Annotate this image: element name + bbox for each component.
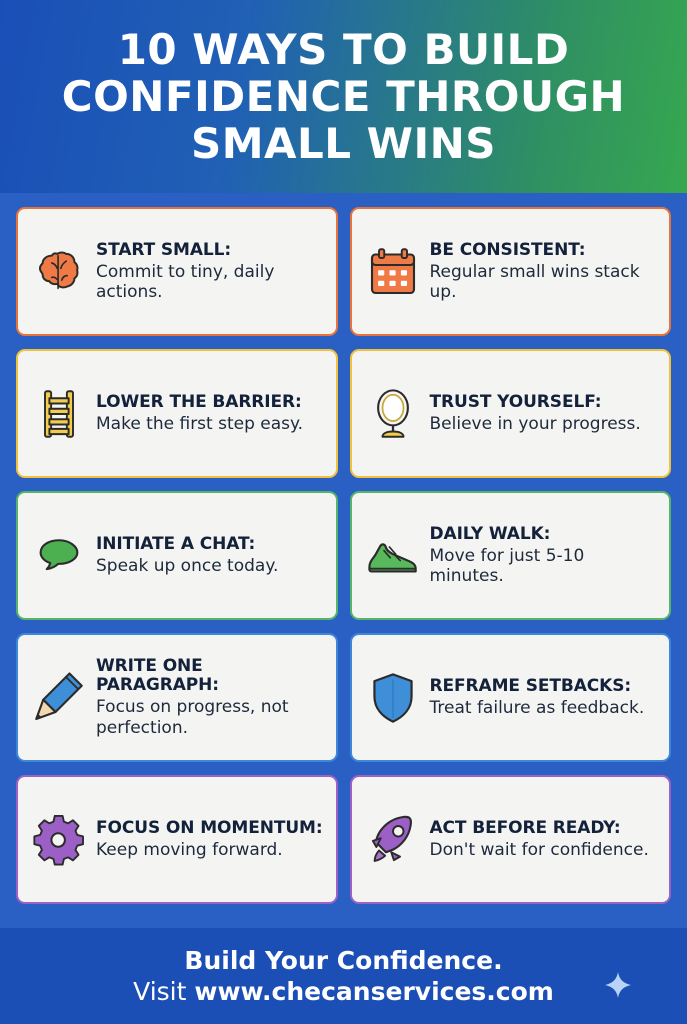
tip-desc: Regular small wins stack up. [429,261,640,303]
tip-desc: Focus on progress, not perfection. [96,697,289,738]
tip-text [430,525,660,587]
pencil-icon [26,665,92,731]
tip-text [96,657,326,738]
tip-text [430,393,660,434]
ladder-icon [26,381,92,447]
tip-desc: Commit to tiny, daily actions. [96,261,275,303]
mirror-icon [360,381,426,447]
tip-text [430,819,660,860]
footer-website-line [133,976,554,1007]
brain-icon [26,239,92,305]
tip-card [16,775,338,904]
tip-text [430,677,660,718]
page-title: 10 WAYS TO BUILD CONFIDENCE THROUGH SMALL WINS [61,24,626,169]
tip-title: LOWER THE BARRIER: [96,391,302,412]
tip-text [96,393,326,434]
tip-title: BE CONSISTENT: [429,239,586,260]
tip-text [96,241,326,303]
footer-visit-label: Visit [133,977,195,1006]
tip-desc: Believe in your progress. [429,413,641,434]
tip-title: INITIATE A CHAT: [96,533,256,554]
tip-desc: Don't wait for confidence. [429,839,649,860]
tip-card [350,633,672,762]
tip-card [350,349,672,478]
calendar-icon [360,239,426,305]
tip-card [350,491,672,620]
sneaker-icon [360,523,426,589]
poster-footer [0,928,687,1024]
tip-card [16,207,338,336]
tip-card [16,491,338,620]
tip-text [430,241,660,303]
tip-desc: Make the first step easy. [96,413,304,434]
tip-title: START SMALL: [96,239,232,260]
rocket-icon [360,807,426,873]
shield-icon [360,665,426,731]
tip-desc: Keep moving forward. [96,839,283,860]
tip-desc: Move for just 5-10 minutes. [429,545,585,587]
tip-text [96,819,326,860]
tip-desc: Speak up once today. [96,555,279,576]
tip-title: DAILY WALK: [429,523,551,544]
tip-card [350,775,672,904]
speech-bubble-icon [26,523,92,589]
tip-title: FOCUS ON MOMENTUM: [96,817,323,838]
gear-icon [26,807,92,873]
tip-card [16,349,338,478]
tip-card [16,633,338,762]
tip-text [96,535,326,576]
tip-title: TRUST YOURSELF: [429,391,602,412]
cards-section [0,193,687,928]
footer-website[interactable]: www.checanservices.com [194,977,554,1006]
tip-card [350,207,672,336]
footer-tagline: Build Your Confidence. [184,945,503,975]
tip-title: REFRAME SETBACKS: [429,675,632,696]
tip-title: WRITE ONE PARAGRAPH: [96,656,219,696]
cards-grid [16,207,671,904]
sparkle-icon [605,972,631,998]
tip-title: ACT BEFORE READY: [429,817,621,838]
poster-header [0,0,687,193]
tip-desc: Treat failure as feedback. [429,697,645,718]
